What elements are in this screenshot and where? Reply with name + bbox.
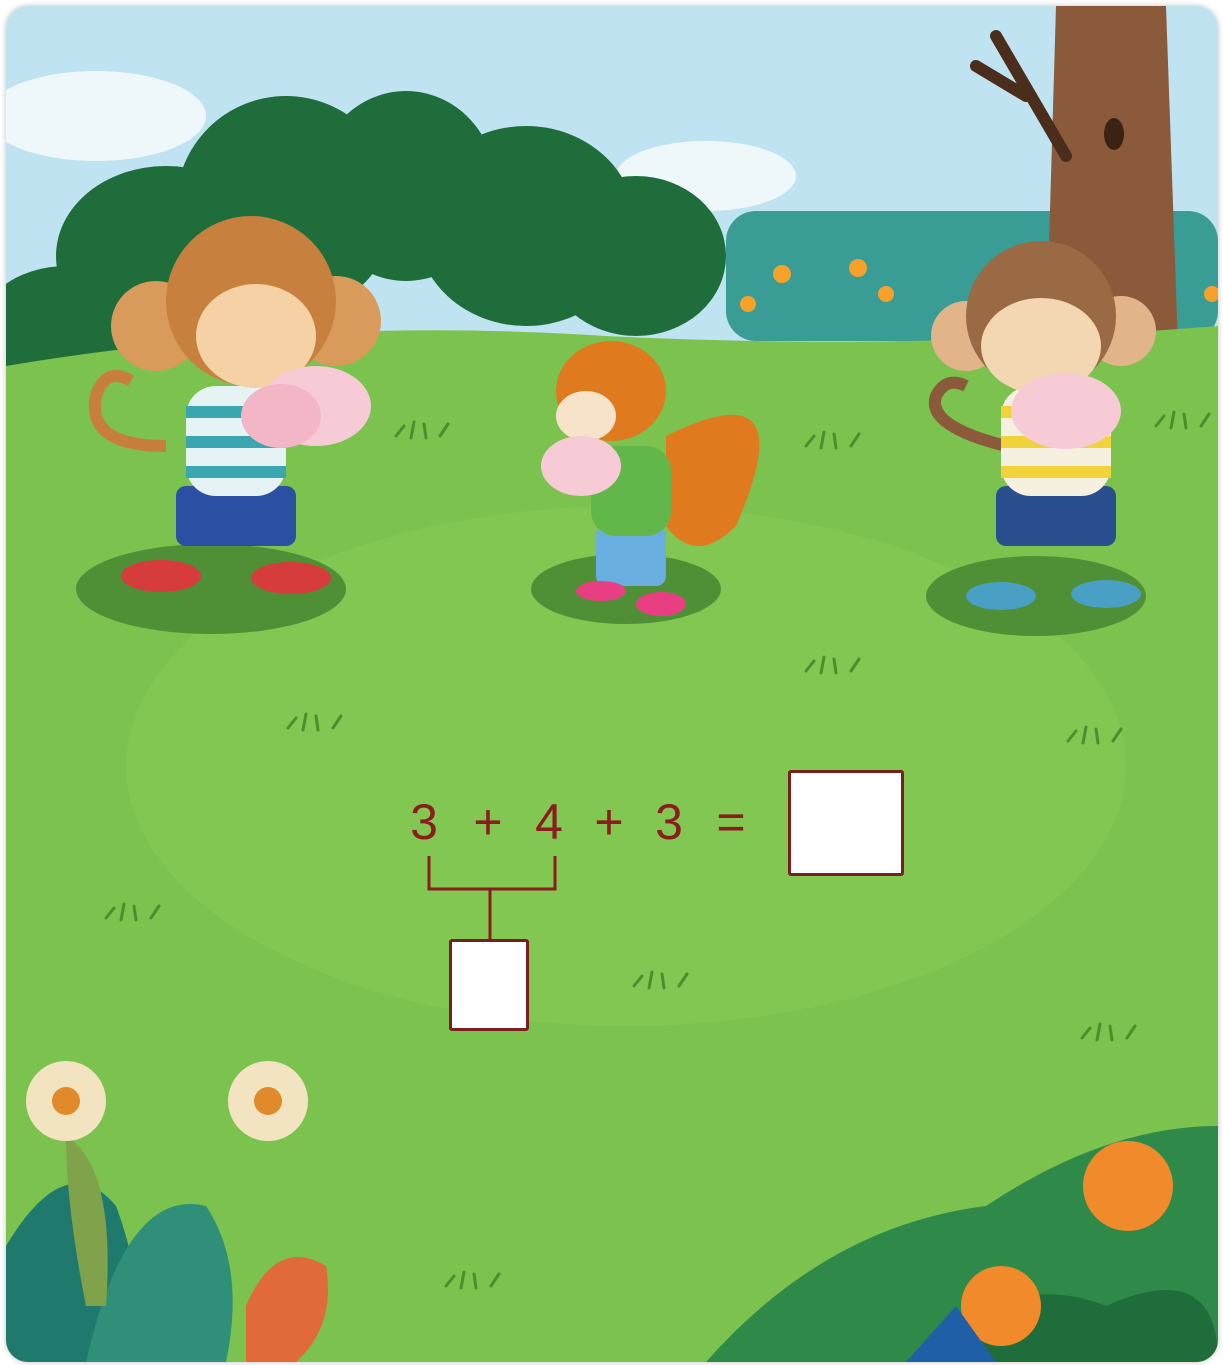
equation-equals: = bbox=[716, 794, 746, 850]
equation-plus-2: + bbox=[594, 794, 624, 850]
partial-sum-answer-box[interactable] bbox=[449, 939, 529, 1031]
illustration-scene bbox=[6, 6, 1218, 1362]
equation-term-3: 3 bbox=[655, 794, 683, 850]
equation-term-2: 4 bbox=[535, 794, 563, 850]
equation-plus-1: + bbox=[473, 794, 503, 850]
final-answer-box[interactable] bbox=[788, 770, 904, 876]
equation-term-1: 3 bbox=[410, 794, 438, 850]
math-exercise-card bbox=[6, 6, 1218, 1362]
